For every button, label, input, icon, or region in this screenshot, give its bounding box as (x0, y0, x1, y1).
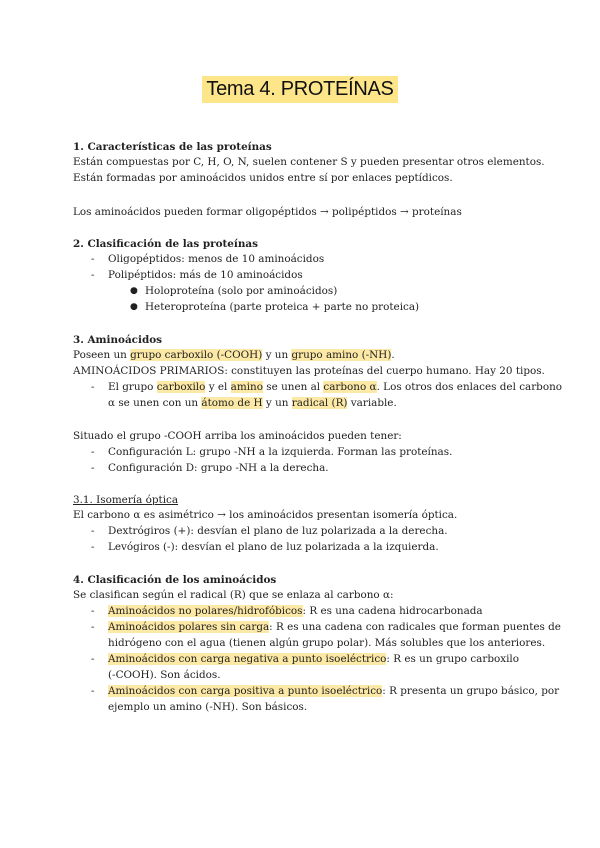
text: El grupo (108, 381, 157, 393)
text: α se unen con un (108, 397, 202, 409)
page-title: Tema 4. PROTEÍNAS (202, 76, 397, 103)
highlight: Aminoácidos con carga negativa a punto isoeléctrico (108, 653, 387, 665)
bullet-dash: - (91, 446, 95, 458)
highlight: Aminoácidos no polares/hidrofóbicos (108, 605, 303, 617)
bullet-dash: - (91, 541, 95, 553)
s2-subbullet-2: Heteroproteína (parte proteica + parte no proteica) (145, 301, 420, 313)
s3-bullet-3: Configuración D: grupo -NH a la derecha. (108, 462, 329, 474)
text: variable. (347, 397, 397, 409)
s4-bullet-3-cont: (-COOH). Son ácidos. (108, 669, 221, 681)
highlight: carboxilo (156, 381, 206, 393)
highlight: radical (R) (291, 397, 348, 409)
text: : R es una cadena con radicales que forman puentes de (269, 621, 561, 633)
bullet-dot: ● (130, 302, 138, 312)
text: : R es una cadena hidrocarbonada (302, 605, 483, 617)
text: y un (262, 397, 292, 409)
title-container (0, 76, 600, 103)
s4-bullet-4-cont: ejemplo un amino (-NH). Son básicos. (108, 701, 308, 713)
section-2-heading: 2. Clasificación de las proteínas (73, 238, 259, 250)
s4-bullet-2-cont: hidrógeno con el agua (tienen algún grupo polar). Más solubles que los anteriores. (108, 637, 546, 649)
highlight: Aminoácidos polares sin carga (108, 621, 270, 633)
text: . (391, 349, 395, 361)
text: . Los otros dos enlaces del carbono (376, 381, 563, 393)
bullet-dash: - (91, 253, 95, 265)
highlight: carbono α (323, 381, 377, 393)
bullet-dash: - (91, 525, 95, 537)
highlight: grupo carboxilo (-COOH) (130, 349, 263, 361)
s4-line-1: Se clasifican según el radical (R) que se enlaza al carbono α: (73, 589, 394, 601)
s1-line-1: Están compuestas por C, H, O, N, suelen contener S y pueden presentar otros elementos. (73, 156, 545, 168)
text: Poseen un (73, 349, 131, 361)
bullet-dash: - (91, 605, 95, 617)
text: y el (205, 381, 231, 393)
s2-bullet-2: Polipéptidos: más de 10 aminoácidos (108, 269, 303, 281)
s4-bullet-3 (108, 652, 519, 666)
s4-bullet-4 (108, 684, 559, 698)
s3-line-1 (73, 348, 395, 362)
highlight: amino (230, 381, 263, 393)
s3-line-3: Situado el grupo -COOH arriba los aminoácidos pueden tener: (73, 430, 402, 442)
s3-bullet-2: Configuración L: grupo -NH a la izquierda. Forman las proteínas. (108, 446, 453, 458)
text: : R es un grupo carboxilo (386, 653, 519, 665)
s4-bullet-1 (108, 604, 483, 618)
section-3-1-heading: 3.1. Isomería óptica (73, 494, 179, 506)
s2-bullet-1: Oligopéptidos: menos de 10 aminoácidos (108, 253, 325, 265)
highlight: Aminoácidos con carga positiva a punto isoeléctrico (108, 685, 383, 697)
section-1-heading: 1. Características de las proteínas (73, 141, 272, 153)
bullet-dash: - (91, 685, 95, 697)
s1-line-3: Los aminoácidos pueden formar oligopéptidos → polipéptidos → proteínas (73, 206, 462, 218)
s4-bullet-2 (108, 620, 561, 634)
section-3-heading: 3. Aminoácidos (73, 334, 163, 346)
s31-line-1: El carbono α es asimétrico → los aminoácidos presentan isomería óptica. (73, 509, 458, 521)
text: : R presenta un grupo básico, por (382, 685, 560, 697)
bullet-dash: - (91, 381, 95, 393)
bullet-dash: - (91, 653, 95, 665)
highlight: átomo de H (201, 397, 263, 409)
bullet-dash: - (91, 462, 95, 474)
s31-bullet-2: Levógiros (-): desvían el plano de luz polarizada a la izquierda. (108, 541, 439, 553)
section-4-heading: 4. Clasificación de los aminoácidos (73, 574, 277, 586)
text: se unen al (262, 381, 324, 393)
text: y un (262, 349, 292, 361)
s1-line-2: Están formadas por aminoácidos unidos entre sí por enlaces peptídicos. (73, 172, 453, 184)
s3-bullet-1 (108, 380, 562, 394)
s31-bullet-1: Dextrógiros (+): desvían el plano de luz polarizada a la derecha. (108, 525, 448, 537)
s3-bullet-1-cont (108, 396, 397, 410)
highlight: grupo amino (-NH) (291, 349, 392, 361)
s2-subbullet-1: Holoproteína (solo por aminoácidos) (145, 285, 338, 297)
bullet-dash: - (91, 269, 95, 281)
bullet-dot: ● (130, 286, 138, 296)
s3-line-2: AMINOÁCIDOS PRIMARIOS: constituyen las proteínas del cuerpo humano. Hay 20 tipos. (73, 365, 545, 377)
bullet-dash: - (91, 621, 95, 633)
